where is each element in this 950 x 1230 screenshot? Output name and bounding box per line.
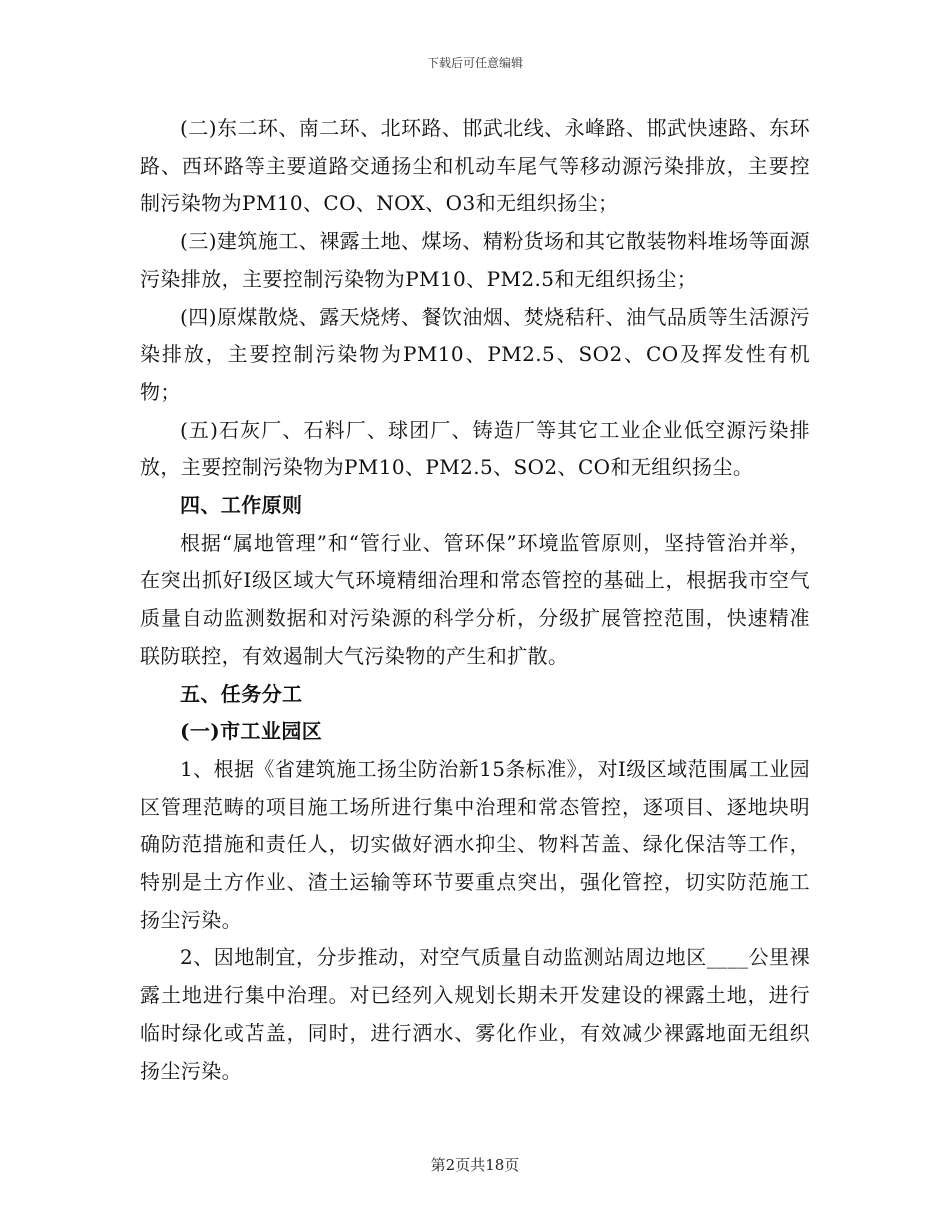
page-header: 下载后可任意编辑 xyxy=(426,56,523,70)
paragraph-industrial-sources: (五)石灰厂、石料厂、球团厂、铸造厂等其它工业企业低空源污染排放，主要控制污染物为PM10、PM2.5、SO2、CO和无组织扬尘。 xyxy=(140,417,810,480)
paragraph-task-1: 1、根据《省建筑施工扬尘防治新15条标准》，对Ⅰ级区域范围属工业园区管理范畴的项目施工场所进行集中治理和常态管控，逐项目、逐地块明确防范措施和责任人，切实做好洒水抑尘、物料苫盖、绿化保洁等工作，特别是土方作业、渣土运输等环节要重点突出，强化管控，切实防范施工扬尘污染。 xyxy=(140,756,810,932)
paragraph-task-2: 2、因地制宜，分步推动，对空气质量自动监测站周边地区____公里裸露土地进行集中治理。对已经列入规划长期未开发建设的裸露土地，进行临时绿化或苫盖，同时，进行洒水、雾化作业，有效减少裸露地面无组织扬尘污染。 xyxy=(140,945,810,1083)
paragraph-road-sources: (二)东二环、南二环、北环路、邯武北线、永峰路、邯武快速路、东环路、西环路等主要道路交通扬尘和机动车尾气等移动源污染排放，主要控制污染物为PM10、CO、NOX、O3和无组织扬尘； xyxy=(140,116,810,216)
page-number-footer: 第2页共18页 xyxy=(430,1156,520,1174)
paragraph-area-sources: (三)建筑施工、裸露土地、煤场、精粉货场和其它散装物料堆场等面源污染排放，主要控制污染物为PM10、PM2.5和无组织扬尘； xyxy=(140,229,810,291)
paragraph-principles: 根据“属地管理”和“管行业、管环保”环境监管原则，坚持管治并举，在突出抓好Ⅰ级区域大气环境精细治理和常态管控的基础上，根据我市空气质量自动监测数据和对污染源的科学分析，分级扩展管控范围，快速精准联防联控，有效遏制大气污染物的产生和扩散。 xyxy=(140,530,810,668)
paragraph-living-sources: (四)原煤散烧、露天烧烤、餐饮油烟、焚烧秸秆、油气品质等生活源污染排放，主要控制污染物为PM10、PM2.5、SO2、CO及挥发性有机物； xyxy=(140,304,810,404)
section-heading-tasks: 五、任务分工 xyxy=(180,681,303,706)
section-heading-principles: 四、工作原则 xyxy=(180,493,303,518)
document-body xyxy=(140,110,810,1090)
subsection-heading-industrial-park: (一)市工业园区 xyxy=(180,719,323,744)
